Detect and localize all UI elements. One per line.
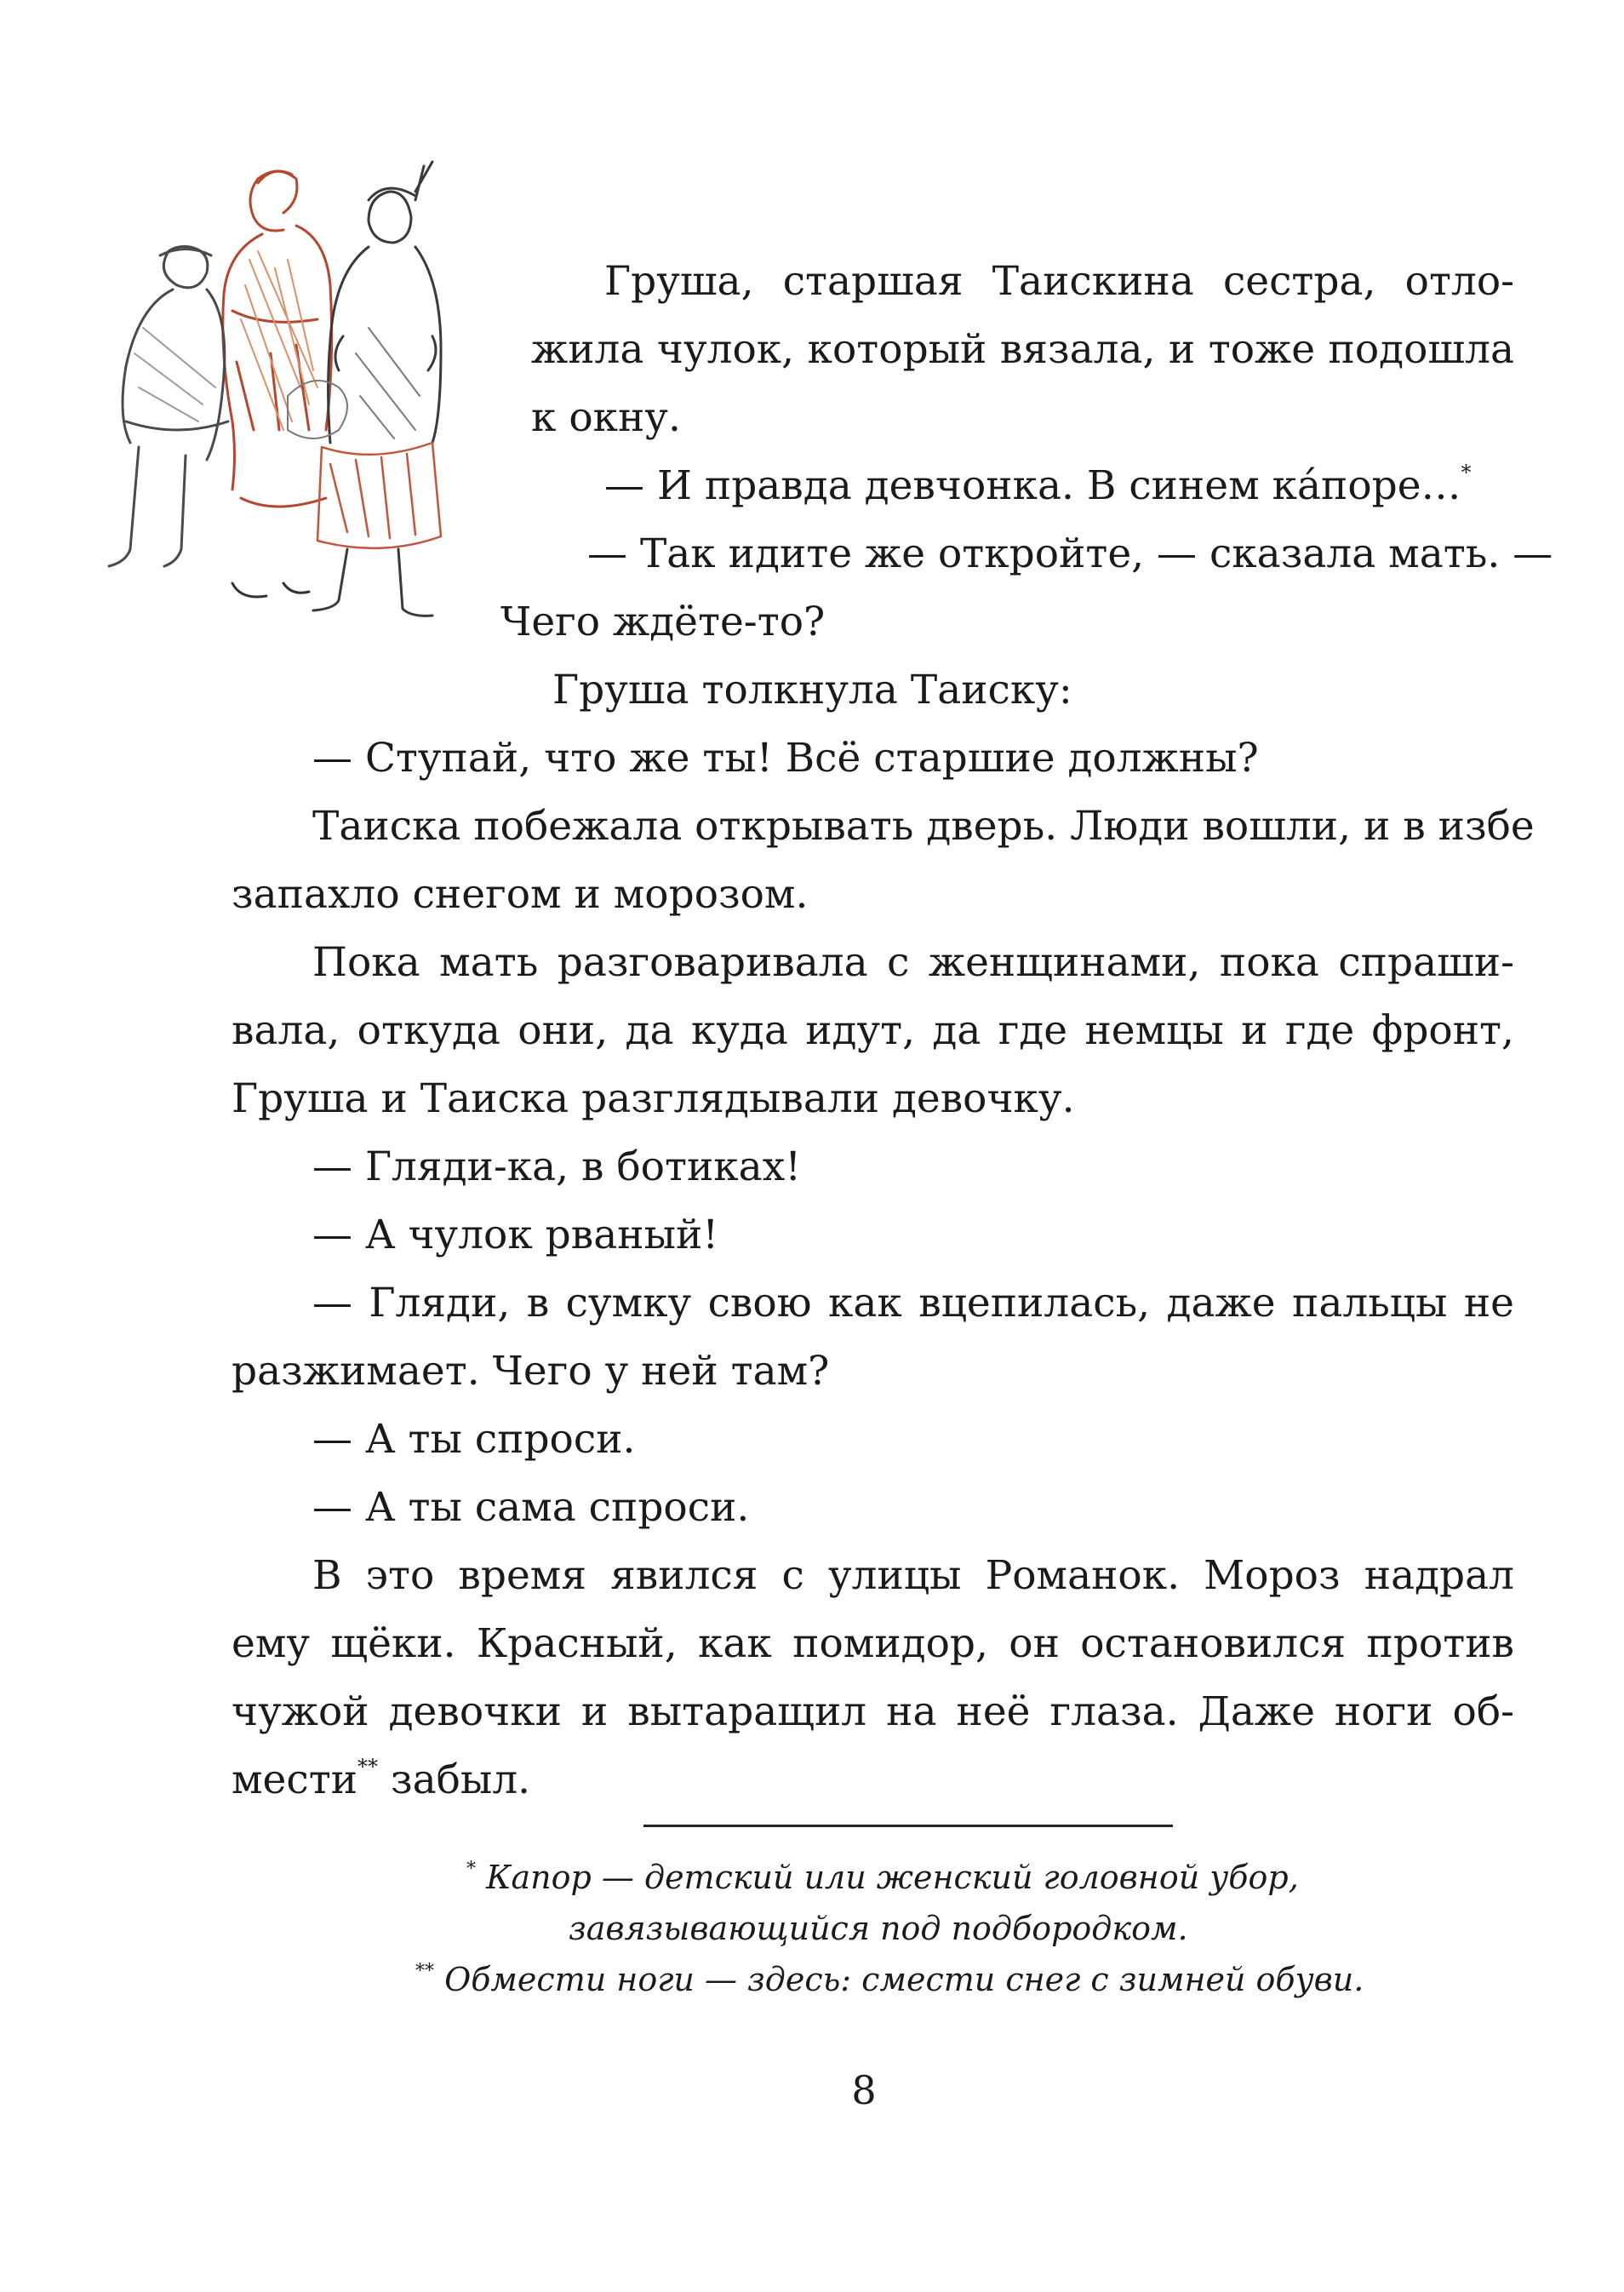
text-line-12: вала, откуда они, да куда идут, да где немцы и где фронт,: [232, 1007, 1514, 1054]
footnote-1-line-1: [466, 1859, 1299, 1896]
footnote-ref-2[interactable]: **: [357, 1755, 379, 1779]
footnote-separator: [643, 1825, 1173, 1827]
text-line-23: [232, 1755, 531, 1803]
text-line-20: В это время явился с улицы Романок. Мороз надрал: [312, 1552, 1514, 1599]
footnote-2-line-1: [415, 1961, 1364, 1998]
text-line-16: — Гляди, в сумку свою как вцепилась, даже пальцы не: [312, 1280, 1514, 1326]
text-line-13: Груша и Таиска разглядывали девочку.: [232, 1075, 1075, 1122]
footnote-ref-1[interactable]: *: [1461, 461, 1472, 484]
text-line-11: Пока мать разговаривала с женщинами, пока спраши-: [312, 939, 1514, 986]
text-line-15: — А чулок рваный!: [312, 1212, 719, 1258]
text-line-7: Груша толкнула Таиску:: [552, 667, 1072, 713]
text-line-1: Груша, старшая Таискина сестра, отло-: [604, 258, 1514, 305]
footnote-1-text: Капор — детский или женский головной убор,: [476, 1859, 1299, 1896]
text-line-4: [604, 461, 1472, 509]
text-line-23-start: мести: [232, 1756, 358, 1803]
text-line-21: ему щёки. Красный, как помидор, он остановился против: [232, 1620, 1514, 1667]
text-line-22: чужой девочки и вытаращил на неё глаза. Даже ноги об-: [232, 1688, 1514, 1735]
text-line-17: разжимает. Чего у ней там?: [232, 1348, 830, 1395]
footnote-2-text: Обмести ноги — здесь: смести снег с зимней обуви.: [434, 1961, 1364, 1998]
text-line-3: к окну.: [531, 394, 681, 441]
text-line-8: — Ступай, что же ты! Всё старшие должны?: [312, 735, 1259, 782]
page-number: 8: [851, 2067, 877, 2113]
text-line-2: жила чулок, который вязала, и тоже подошла: [531, 326, 1514, 373]
text-line-9: Таиска побежала открывать дверь. Люди вошли, и в избе: [312, 803, 1535, 850]
text-line-6: Чего ждёте-то?: [500, 599, 826, 645]
text-line-23-end: забыл.: [378, 1756, 531, 1803]
footnote-1-line-2: завязывающийся под подбородком.: [569, 1910, 1188, 1947]
three-walking-figures-sketch-icon: [66, 140, 466, 634]
text-line-5: — Так идите же откройте, — сказала мать. —: [587, 530, 1553, 577]
footnote-2-mark: **: [415, 1961, 434, 1982]
text-line-18: — А ты спроси.: [312, 1416, 636, 1463]
text-line-14: — Гляди-ка, в ботиках!: [312, 1143, 802, 1190]
text-line-19: — А ты сама спроси.: [312, 1484, 750, 1531]
text-line-4-content: — И правда девчонка. В синем ка́поре…: [604, 462, 1461, 509]
footnote-1-mark: *: [466, 1859, 476, 1880]
text-line-10: запахло снегом и морозом.: [232, 871, 809, 918]
